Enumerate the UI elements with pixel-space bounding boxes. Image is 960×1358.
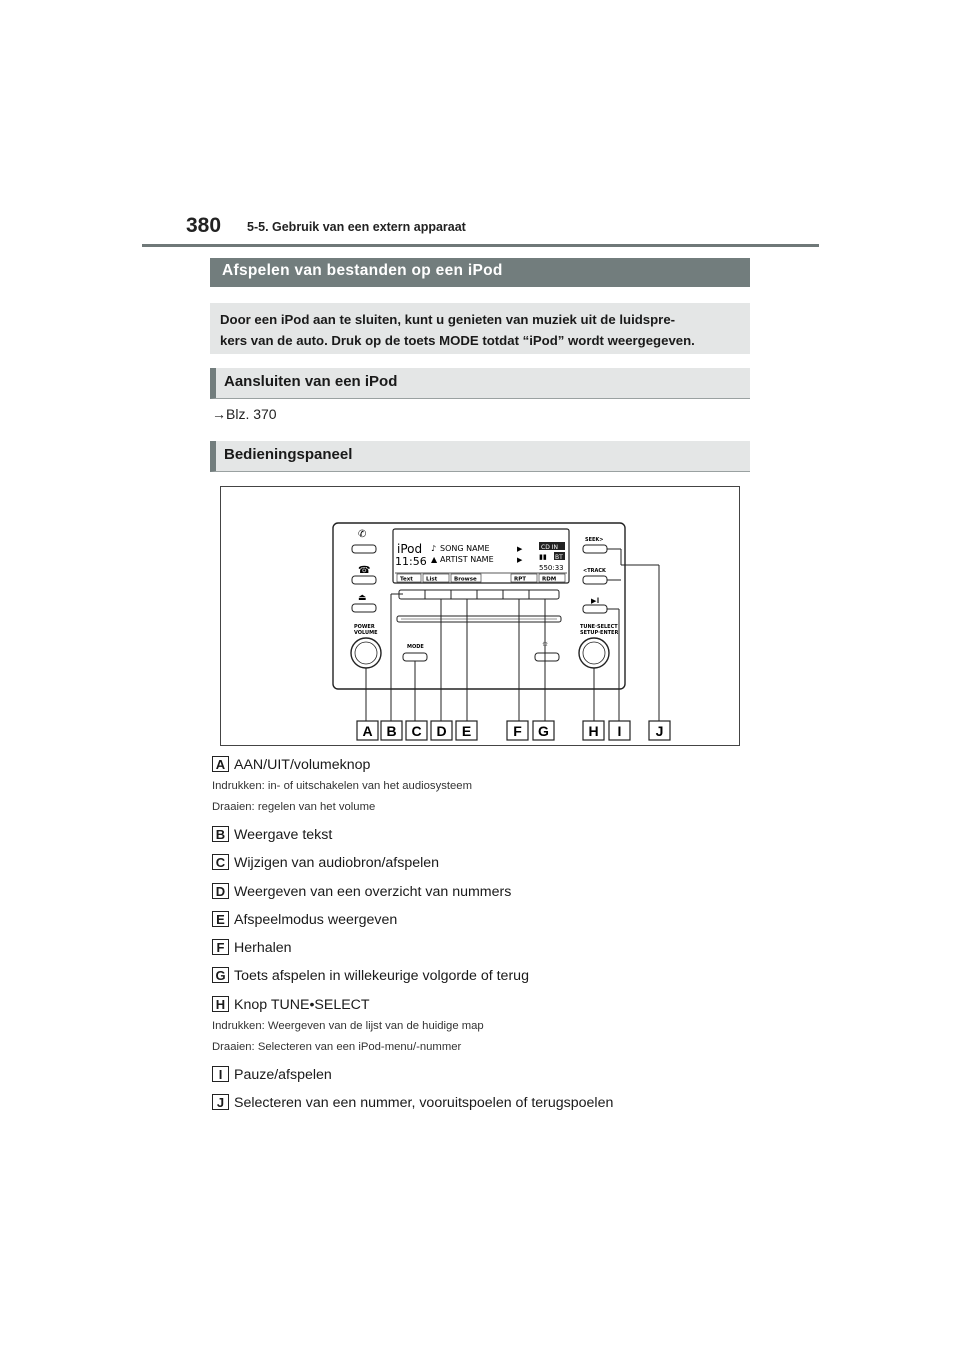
note-a-press: Indrukken: in- of uitschakelen van het audiosysteem [212,780,472,792]
legend-item-d [212,883,511,903]
signal-icon: ▮▮ [539,554,547,561]
letter-box: I [212,1066,229,1082]
music-note-icon: ♪ [431,544,437,553]
preset-bar [399,590,559,599]
item-text: Weergave tekst [234,827,333,843]
letter-box: E [212,911,229,927]
label-seek: SEEK> [585,537,604,543]
legend-item-h [212,996,370,1016]
intro-box [210,303,750,354]
callout-letter: F [513,723,522,739]
callout-letter: D [436,723,447,739]
item-text: Herhalen [234,940,292,956]
badge-cd-label: CD IN [541,544,558,551]
track-button[interactable] [583,576,607,584]
softkey-label: RDM [542,576,557,583]
callout-letter: E [461,723,472,739]
section-title: 5-5. Gebruik van een extern apparaat [247,220,466,234]
callout-letter: I [617,723,622,739]
letter-box: C [212,854,229,870]
main-heading: Afspelen van bestanden op een iPod [210,258,750,287]
control-panel-figure [220,486,740,746]
header-rule [142,244,819,247]
softkey-label: Text [400,576,413,583]
page-number: 380 [186,214,222,237]
play-pause-button[interactable] [583,605,607,613]
hangup-icon: ☎ [358,565,371,576]
letter-box: G [212,967,229,983]
arrow-right-icon: ▶ [517,557,523,564]
item-text: Pauze/afspelen [234,1067,332,1083]
label-volume: VOLUME [354,630,378,636]
page-reference: →Blz. 370 [212,406,277,422]
panel-heading: Bedieningspaneel [210,441,750,472]
mode-button[interactable] [403,653,427,661]
softkey-label: List [426,576,438,583]
callout-letter: J [655,723,664,739]
item-text: Knop TUNE•SELECT [234,997,370,1013]
phone-icon: ✆ [358,529,367,540]
label-power: POWER [354,624,375,630]
arrow-right-icon: ▶ [517,546,523,553]
screen-artist: ARTIST NAME [440,555,494,564]
note-a-turn: Draaien: regelen van het volume [212,801,376,813]
label-mode: MODE [407,644,424,650]
item-text: Selecteren van een nummer, vooruitspoelen of terugspoelen [234,1095,614,1111]
label-track: <TRACK [583,568,606,574]
phone-button[interactable] [352,545,376,553]
legend-item-i [212,1066,332,1086]
letter-box: B [212,826,229,842]
seek-button[interactable] [583,545,607,553]
item-text: Toets afspelen in willekeurige volgorde of terug [234,968,529,984]
legend-item-j [212,1094,613,1114]
eject-button[interactable] [352,604,376,612]
legend-item-g [212,967,529,987]
legend-item-c [212,854,439,874]
callout-letter: G [538,723,549,739]
item-text: Afspeelmodus weergeven [234,912,398,928]
legend-item-a [212,756,370,776]
callout-letter: A [362,723,373,739]
screen-elapsed: 550:33 [539,564,564,572]
intro-line-2: kers van de auto. Druk op de toets MODE totdat “iPod” wordt weergegeven. [220,333,695,348]
softkey-label: Browse [454,576,477,583]
letter-box: F [212,939,229,955]
label-tune-select: TUNE·SELECT [580,624,618,630]
callout-letter: H [588,723,599,739]
person-icon: ▲ [431,555,438,564]
callout-letters [357,721,670,740]
callout-letter: B [386,723,397,739]
badge-bt-label: BT [555,554,563,561]
eject-icon: ⏏ [358,592,367,602]
letter-box: D [212,883,229,899]
connect-heading: Aansluiten van een iPod [210,368,750,399]
brightness-icon: ☼ [541,638,550,648]
hangup-button[interactable] [352,576,376,584]
letter-box: A [212,756,229,772]
callout-letter: C [411,723,422,739]
legend-item-f [212,939,292,959]
note-h-press: Indrukken: Weergeven van de lijst van de huidige map [212,1020,484,1032]
play-pause-icon: ▶‖ [591,598,600,605]
letter-box: J [212,1094,229,1110]
legend-item-e [212,911,397,931]
intro-line-1: Door een iPod aan te sluiten, kunt u genieten van muziek uit de luidspre- [220,312,676,327]
control-panel-illustration [221,487,739,745]
letter-box: H [212,996,229,1012]
legend-item-b [212,826,332,846]
screen-song: SONG NAME [440,544,490,553]
item-text: Weergeven van een overzicht van nummers [234,884,512,900]
screen-time: 11:56 [395,555,427,568]
softkey-label: RPT [514,576,527,583]
screen-source: iPod [397,542,423,556]
label-setup-enter: SETUP·ENTER [580,630,619,636]
note-h-turn: Draaien: Selecteren van een iPod-menu/-nummer [212,1041,462,1053]
item-text: Wijzigen van audiobron/afspelen [234,855,440,871]
item-text: AAN/UIT/volumeknop [234,757,371,773]
brightness-button[interactable] [535,653,559,661]
